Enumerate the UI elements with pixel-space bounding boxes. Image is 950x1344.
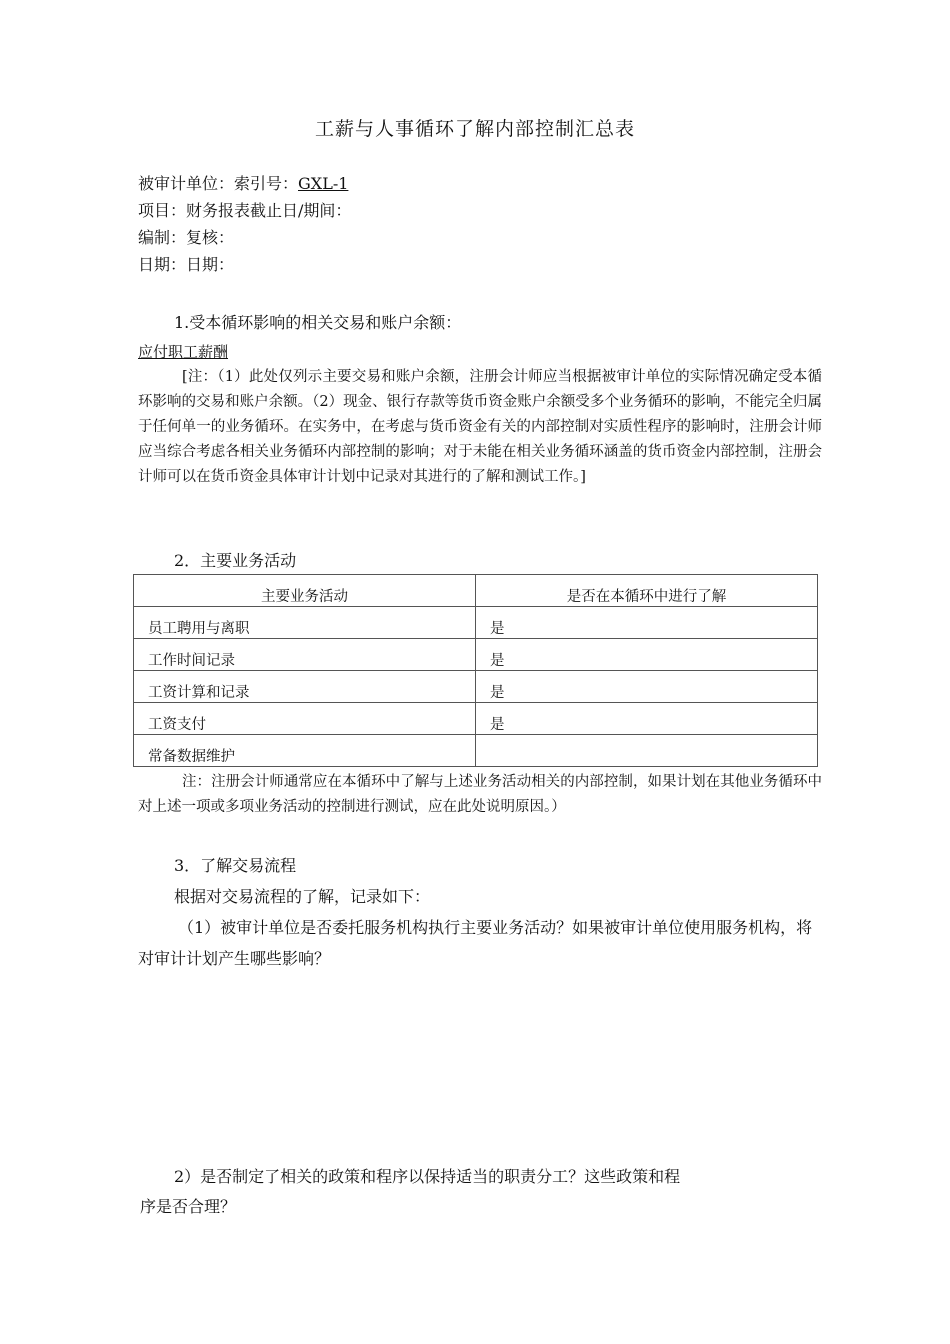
question-2-line2: 序是否合理？	[140, 1197, 237, 1216]
understood-cell: 是	[476, 671, 818, 703]
table-row	[134, 703, 818, 735]
header-line-project: 项目：财务报表截止日/期间：	[138, 201, 352, 220]
account-name: 应付职工薪酬	[138, 343, 229, 361]
column-header-activity: 主要业务活动	[134, 575, 476, 607]
activity-cell: 工资支付	[134, 703, 476, 735]
table-row	[134, 639, 818, 671]
header-unit-label: 被审计单位：索引号：	[138, 174, 299, 193]
question-2-line1: 2）是否制定了相关的政策和程序以保持适当的职责分工？这些政策和程	[174, 1167, 681, 1186]
activities-table	[133, 574, 818, 767]
section2-note: 注：注册会计师通常应在本循环中了解与上述业务活动相关的内部控制，如果计划在其他业务循环中对上述一项或多项业务活动的控制进行测试，应在此处说明原因。）	[138, 774, 822, 815]
section2-heading: 2．主要业务活动	[174, 551, 297, 570]
header-line-unit	[138, 173, 348, 195]
header-line-date: 日期：日期：	[138, 255, 235, 274]
table-row	[134, 735, 818, 767]
understood-cell: 是	[476, 703, 818, 735]
section1-heading: 1.受本循环影响的相关交易和账户余额：	[174, 313, 462, 332]
index-number: GXL-1	[298, 174, 349, 193]
activity-cell: 常备数据维护	[134, 735, 476, 767]
page-title: 工薪与人事循环了解内部控制汇总表	[314, 118, 635, 140]
activity-cell: 工作时间记录	[134, 639, 476, 671]
section3-heading: 3．了解交易流程	[174, 856, 297, 875]
understood-cell	[476, 735, 818, 767]
section1-note: [注：（1）此处仅列示主要交易和账户余额，注册会计师应当根据被审计单位的实际情况确定受本循环影响的交易和账户余额。（2）现金、银行存款等货币资金账户余额受多个业务循环的影响，不能完全归属于任何单一的业务循环。在实务中，在考虑与货币资金有关的内部控制对实质性程序的影响时，注册会计师应当综合考虑各相关业务循环内部控制的影响；对于未能在相关业务循环涵盖的货币资金内部控制，注册会计师可以在货币资金具体审计计划中记录对其进行的了解和测试工作。]	[138, 369, 822, 485]
activity-cell: 工资计算和记录	[134, 671, 476, 703]
header-line-preparer: 编制：复核：	[138, 228, 235, 247]
table-row	[134, 607, 818, 639]
table-header-row	[134, 575, 818, 607]
understood-cell: 是	[476, 639, 818, 671]
question-1: （1）被审计单位是否委托服务机构执行主要业务活动？如果被审计单位使用服务机构，将对审计计划产生哪些影响？	[138, 918, 813, 968]
section3-intro: 根据对交易流程的了解，记录如下：	[174, 887, 431, 906]
activity-cell: 员工聘用与离职	[134, 607, 476, 639]
column-header-understood: 是否在本循环中进行了解	[476, 575, 818, 607]
table-row	[134, 671, 818, 703]
understood-cell: 是	[476, 607, 818, 639]
